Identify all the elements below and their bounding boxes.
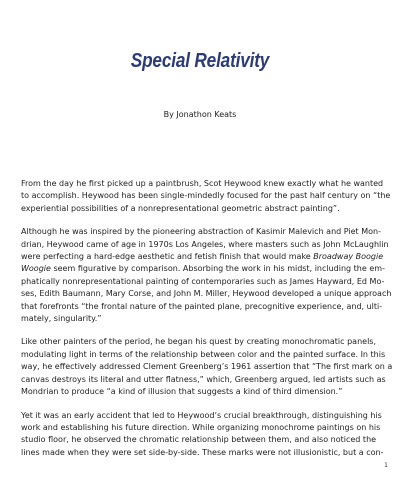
text-run: ses, Edith Baumann, Mary Corse, and John M. Miller, Heywood developed a unique approach [21,289,392,299]
text-line [21,434,382,446]
paragraph [21,178,391,215]
text-line [21,276,385,288]
page-number: 1 [384,462,388,469]
text-run: experiential possibilities of a nonrepresentational geometric abstract painting”. [21,203,340,213]
text-line [21,263,385,275]
text-run: work and establishing his future direction. While organizing monochrome paintings on his [21,422,381,432]
paragraph [21,336,393,398]
text-line [21,410,382,422]
text-run: Although he was inspired by the pioneering abstraction of Kasimir Malevich and Piet Mon- [21,227,381,237]
text-line [21,374,386,386]
text-run: drian, Heywood came of age in 1970s Los Angeles, where masters such as John McLaughlin [21,239,389,249]
text-line [21,178,382,190]
text-line [21,447,382,459]
artwork-title: Woogie [21,264,51,274]
artwork-title: Broadway Boogie [313,252,384,262]
text-run: Yet it was an early accident that led to Heywood’s crucial breakthrough, distinguishing his [21,410,382,420]
text-run: phatically nonrepresentational painting of contemporaries such as James Hayward, Ed Mo- [21,276,385,286]
text-run: modulating light in terms of the relationship between color and the painted surface. In this [21,349,386,359]
paragraph [21,410,382,460]
text-line [21,313,382,325]
text-run: mately, singularity.” [21,314,102,324]
text-line [21,349,386,361]
text-line [21,190,391,202]
text-run: way, he effectively addressed Clement Greenberg’s 1961 assertion that “The first mark on a [21,362,393,372]
text-run: studio floor, he observed the chromatic relationship between them, and also noticed the [21,435,377,445]
text-run: lines made when they were set side-by-side. These marks were not illusionistic, but a con- [21,447,384,457]
text-line [21,203,382,215]
text-line [21,226,382,238]
text-line [21,336,382,348]
text-line [21,288,392,300]
paragraph [21,226,392,325]
text-run: canvas destroys its literal and utter flatness,” which, Greenberg argued, led artists such as [21,374,386,384]
text-run: Mondrian to produce “a kind of illusion that suggests a kind of third dimension.” [21,387,343,397]
text-run: Like other painters of the period, he began his quest by creating monochromatic panels, [21,337,376,347]
text-run: were perfecting a hard-edge aesthetic and fetish finish that would make [21,252,314,262]
text-run: to accomplish. Heywood has been single-mindedly focused for the past half century on “the [21,191,391,201]
text-line [21,361,393,373]
text-line [21,301,382,313]
text-line [21,422,382,434]
text-line [21,386,382,398]
text-line [21,251,382,263]
article-body [21,178,393,470]
document-title: Special Relativity [130,50,270,72]
text-run: that forefronts “the frontal nature of the painted plane, precognitive experience, and, ulti- [21,301,383,311]
author-byline: By Jonathon Keats [163,110,237,119]
text-run: seem figurative by comparison. Absorbing the work in his midst, including the em- [50,264,385,274]
text-run: From the day he first picked up a paintbrush, Scot Heywood knew exactly what he wanted [21,179,384,188]
text-line [21,239,389,251]
